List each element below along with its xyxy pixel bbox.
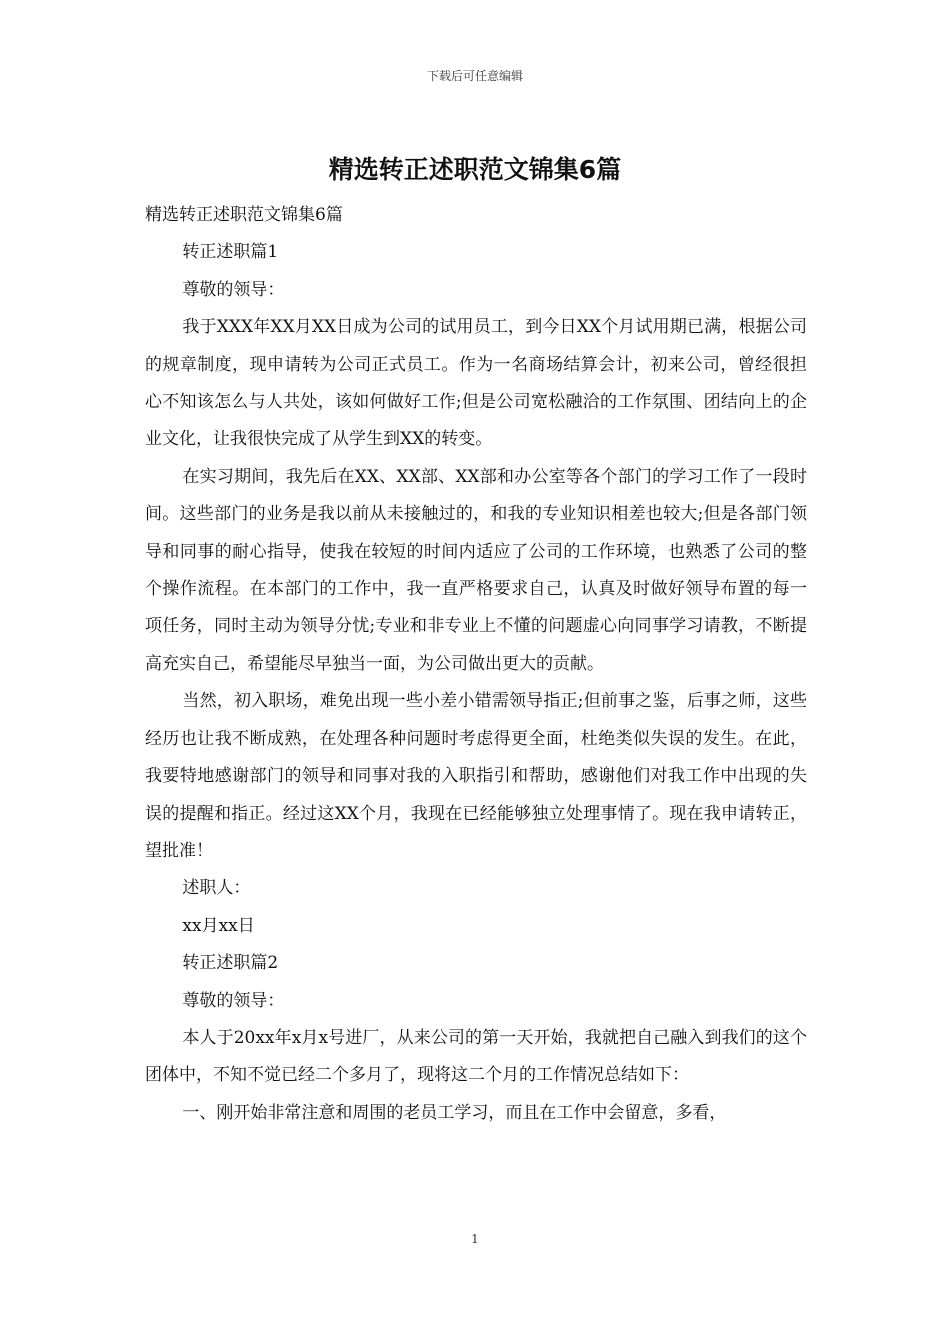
paragraph: 我于XXX年XX月XX日成为公司的试用员工，到今日XX个月试用期已满，根据公司的规章制度，现申请转为公司正式员工。作为一名商场结算会计，初来公司，曾经很担心不知该怎么与人共处，该如何做好工作;但是公司宽松融洽的工作氛围、团结向上的企业文化，让我很快完成了从学生到XX的转变。 (145, 317, 807, 450)
page-number: 1 (471, 1232, 479, 1246)
paragraph: 尊敬的领导： (182, 279, 285, 300)
paragraph: 尊敬的领导： (182, 990, 285, 1011)
paragraph: 一、刚开始非常注意和周围的老员工学习，而且在工作中会留意，多看， (182, 1102, 727, 1123)
paragraph: 述职人： (182, 878, 251, 899)
paragraph: 本人于20xx年x月x号进厂，从来公司的第一天开始，我就把自己融入到我们的这个团体中，不知不觉已经二个多月了，现将这二个月的工作情况总结如下： (145, 1027, 807, 1086)
paragraph: xx月xx日 (182, 915, 255, 936)
paragraph: 精选转正述职范文锦集6篇 (145, 205, 343, 225)
paragraph: 当然，初入职场，难免出现一些小差小错需领导指正;但前事之鉴，后事之师，这些经历也让我不断成熟，在处理各种问题时考虑得更全面，杜绝类似失误的发生。在此，我要特地感谢部门的领导和同事对我的入职指引和帮助，感谢他们对我工作中出现的失误的提醒和指正。经过这XX个月，我现在已经能够独立处理事情了。现在我申请转正，望批准！ (145, 691, 807, 861)
paragraph: 转正述职篇2 (182, 953, 279, 974)
document-title: 精选转正述职范文锦集6篇 (328, 155, 622, 184)
header-note: 下载后可任意编辑 (426, 69, 523, 83)
paragraph: 在实习期间，我先后在XX、XX部、XX部和办公室等各个部门的学习工作了一段时间。这些部门的业务是我以前从未接触过的，和我的专业知识相差也较大;但是各部门领导和同事的耐心指导，使我在较短的时间内适应了公司的工作环境，也熟悉了公司的整个操作流程。在本部门的工作中，我一直严格要求自己，认真及时做好领导布置的每一项任务，同时主动为领导分忧;专业和非专业上不懂的问题虚心向同事学习请教，不断提高充实自己，希望能尽早独当一面，为公司做出更大的贡献。 (145, 466, 807, 674)
paragraph: 转正述职篇1 (182, 242, 279, 263)
document-body (145, 197, 807, 1132)
